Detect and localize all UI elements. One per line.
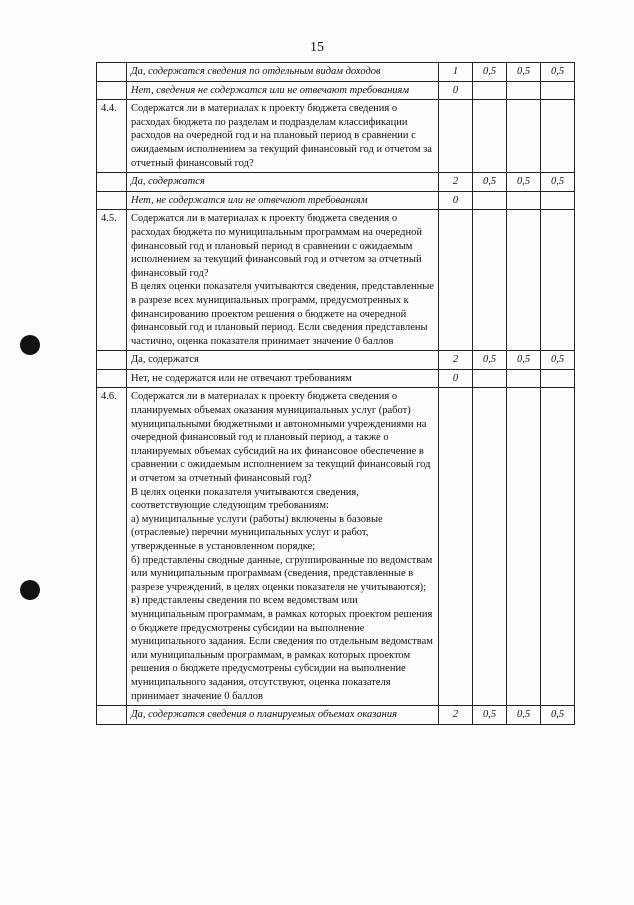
criterion-text: Содержатся ли в материалах к проекту бюджета сведения о расходах бюджета по муниципальным программам на очередной финансовый год и плановый период в сравнении с ожидаемым исполнением за текущий финансовый год и отчетом за отчетный финансовый год? В целях оценки показателя учитываются сведения, представленные в разрезе всех муниципальных программ, предусмотренных к финансированию проектом решения о бюджете на очередной финансовый год и плановый период. Если сведения представлены частично, оценка показателя принимает значение 0 баллов xyxy=(127,210,439,351)
score-weight xyxy=(541,81,575,100)
score-weight: 0,5 xyxy=(507,173,541,192)
score-points: 2 xyxy=(439,173,473,192)
criterion-text: Содержатся ли в материалах к проекту бюджета сведения о расходах бюджета по разделам и подразделам классификации расходов на очередной год и на плановый период в сравнении с ожидаемым исполнением за текущий финансовый год и отчетом за отчетный финансовый год? xyxy=(127,100,439,173)
score-points: 0 xyxy=(439,81,473,100)
score-points: 0 xyxy=(439,191,473,210)
score-weight xyxy=(541,210,575,351)
score-weight xyxy=(541,191,575,210)
score-points xyxy=(439,100,473,173)
score-points: 2 xyxy=(439,351,473,370)
hole-punch-mark xyxy=(20,580,40,600)
score-weight xyxy=(541,100,575,173)
hole-punch-mark xyxy=(20,335,40,355)
table-row xyxy=(97,191,575,210)
score-points: 0 xyxy=(439,369,473,388)
criterion-text: Нет, не содержатся или не отвечают требованиям xyxy=(127,191,439,210)
score-weight: 0,5 xyxy=(541,706,575,725)
score-weight: 0,5 xyxy=(473,706,507,725)
criterion-number xyxy=(97,706,127,725)
score-weight xyxy=(507,369,541,388)
score-weight: 0,5 xyxy=(473,351,507,370)
criterion-number: 4.5. xyxy=(97,210,127,351)
criterion-number xyxy=(97,369,127,388)
criterion-text: Нет, сведения не содержатся или не отвечают требованиям xyxy=(127,81,439,100)
criterion-number xyxy=(97,173,127,192)
criteria-table xyxy=(96,62,575,725)
score-weight xyxy=(473,81,507,100)
score-weight: 0,5 xyxy=(507,706,541,725)
criterion-number xyxy=(97,81,127,100)
criterion-number xyxy=(97,351,127,370)
criterion-text: Да, содержатся xyxy=(127,173,439,192)
score-weight xyxy=(473,388,507,706)
score-weight: 0,5 xyxy=(473,63,507,82)
score-weight: 0,5 xyxy=(541,173,575,192)
score-weight xyxy=(507,388,541,706)
score-weight xyxy=(473,100,507,173)
score-weight: 0,5 xyxy=(507,63,541,82)
score-weight xyxy=(507,81,541,100)
score-weight xyxy=(473,191,507,210)
score-points: 2 xyxy=(439,706,473,725)
criterion-number: 4.4. xyxy=(97,100,127,173)
table-row xyxy=(97,210,575,351)
score-weight: 0,5 xyxy=(541,351,575,370)
criterion-text: Содержатся ли в материалах к проекту бюджета сведения о планируемых объемах оказания муниципальных услуг (работ) муниципальными бюджетными и автономными учреждениями на очередной финансовый год и плановый период, а также о планируемых объемах субсидий на их финансовое обеспечение в сравнении с ожидаемым исполнением за текущий финансовый год и отчетом за отчетный финансовый год? В целях оценки показателя учитываются сведения, соответствующие следующим требованиям: а) муниципальные услуги (работы) включены в базовые (отраслевые) перечни муниципальных услуг и работ, утвержденные в установленном порядке; б) представлены сводные данные, сгруппированные по ведомствам или муниципальным программам (сведения, представленные в разрезе учреждений, в целях оценки показателя не учитываются); в) представлены сведения по всем ведомствам или муниципальным программам, в рамках которых проектом решения о бюджете предусмотрены субсидии на выполнение муниципального задания. Если сведения по отдельным ведомствам или муниципальным программам, в рамках которых проектом решения о бюджете предусмотрены субсидии на выполнение муниципального задания, отсутствуют, оценка показателя принимает значение 0 баллов xyxy=(127,388,439,706)
score-weight xyxy=(541,388,575,706)
score-weight xyxy=(473,210,507,351)
score-weight: 0,5 xyxy=(541,63,575,82)
score-points xyxy=(439,388,473,706)
table-row xyxy=(97,173,575,192)
score-weight xyxy=(507,191,541,210)
criterion-text: Да, содержатся xyxy=(127,351,439,370)
criterion-text: Нет, не содержатся или не отвечают требованиям xyxy=(127,369,439,388)
criterion-number xyxy=(97,63,127,82)
table-row xyxy=(97,81,575,100)
criterion-number xyxy=(97,191,127,210)
criterion-text: Да, содержатся сведения о планируемых объемах оказания xyxy=(127,706,439,725)
table-row xyxy=(97,388,575,706)
table-row xyxy=(97,100,575,173)
table-row xyxy=(97,351,575,370)
score-weight xyxy=(541,369,575,388)
table-row xyxy=(97,369,575,388)
score-weight xyxy=(507,210,541,351)
score-points: 1 xyxy=(439,63,473,82)
table-row xyxy=(97,706,575,725)
criterion-text: Да, содержатся сведения по отдельным видам доходов xyxy=(127,63,439,82)
score-weight: 0,5 xyxy=(473,173,507,192)
page-number: 15 xyxy=(310,40,324,55)
score-weight xyxy=(473,369,507,388)
criterion-number: 4.6. xyxy=(97,388,127,706)
score-points xyxy=(439,210,473,351)
table-row xyxy=(97,63,575,82)
score-weight: 0,5 xyxy=(507,351,541,370)
score-weight xyxy=(507,100,541,173)
